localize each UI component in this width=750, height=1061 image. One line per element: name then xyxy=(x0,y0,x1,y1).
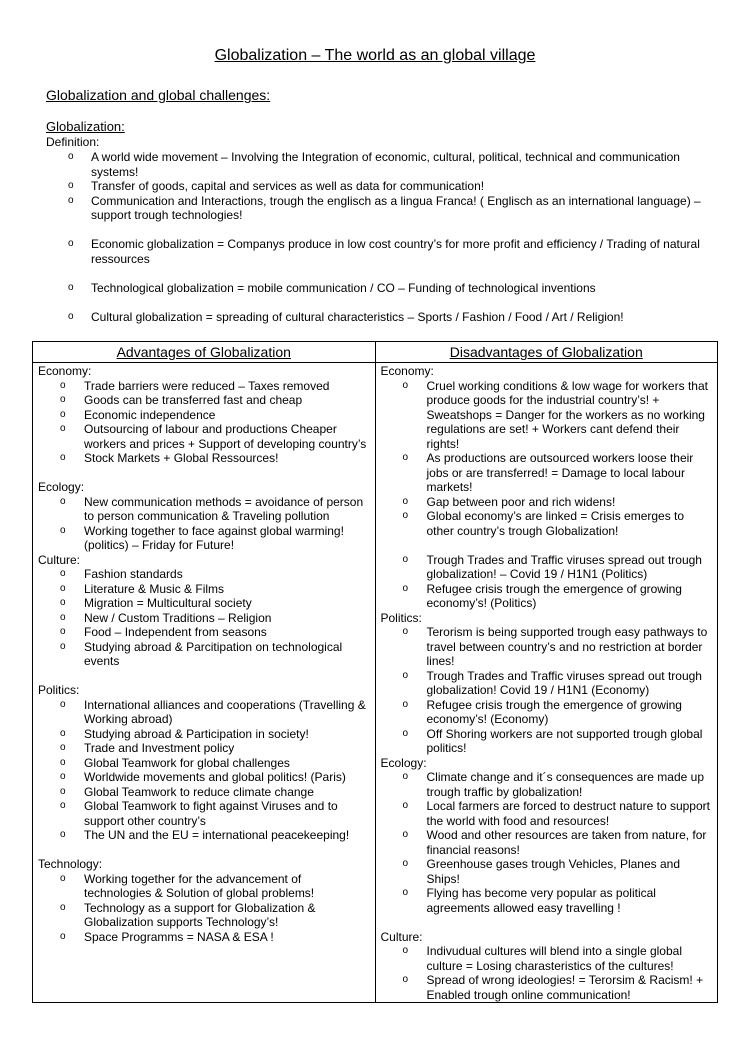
disadvantages-category-label: Economy: xyxy=(380,364,434,378)
bullet-icon: o xyxy=(60,742,66,753)
bullet-icon: o xyxy=(60,568,66,579)
advantages-category-list xyxy=(38,698,375,843)
list-item-text: Indivudual cultures will blend into a single global culture = Losing charasteristics of the cultures! xyxy=(426,944,682,973)
list-item-text: New / Custom Traditions – Religion xyxy=(84,610,272,625)
list-item-text: Greenhouse gases trough Vehicles, Planes and Ships! xyxy=(426,857,681,886)
list-item xyxy=(38,567,375,582)
disadvantages-category-list xyxy=(381,944,718,1002)
bullet-icon: o xyxy=(402,771,409,782)
list-item-text: Gap between poor and rich widens! xyxy=(426,494,616,509)
list-item-text: Economic independence xyxy=(84,407,216,422)
list-item xyxy=(38,799,375,828)
definition-item xyxy=(66,237,716,266)
list-item-text: Global economy’s are linked = Crisis emerges to other country’s trough Globalization! xyxy=(426,509,685,538)
list-item xyxy=(38,524,375,553)
advantages-category-list xyxy=(38,379,375,466)
list-item xyxy=(38,625,375,640)
disadvantages-column xyxy=(375,363,718,1003)
list-item-text: Local farmers are forced to destruct nature to support the world with food and resources! xyxy=(426,799,710,828)
bullet-icon: o xyxy=(402,858,409,869)
definition-item xyxy=(66,150,716,179)
list-item-text: Communication and Interactions, trough the englisch as a lingua Franca! ( Englisch as an international language) – support trough technologies! xyxy=(91,193,701,222)
disadvantages-header: Disadvantages of Globalization xyxy=(375,342,718,363)
bullet-icon: o xyxy=(402,829,409,840)
list-item-text: Spread of wrong ideologies! = Terorsim & Racism! + Enabled trough online communication! xyxy=(426,973,704,1002)
document-title: Globalization – The world as an global village xyxy=(214,47,536,64)
bullet-icon: o xyxy=(60,829,66,840)
bullet-icon: o xyxy=(60,872,66,884)
bullet-icon: o xyxy=(60,756,66,768)
list-item xyxy=(381,698,718,727)
bullet-icon: o xyxy=(68,180,74,191)
bullet-icon: o xyxy=(68,194,74,206)
bullet-icon: o xyxy=(60,626,66,637)
definition-label: Definition: xyxy=(46,135,100,149)
list-item xyxy=(381,669,718,698)
list-item xyxy=(381,828,718,857)
list-item xyxy=(381,727,718,756)
list-item-text: Terorism is being supported trough easy pathways to travel between country’s and no restriction at border lines! xyxy=(426,625,708,668)
bullet-icon: o xyxy=(402,945,409,956)
list-item-text: Trade barriers were reduced – Taxes removed xyxy=(84,378,330,393)
list-item xyxy=(38,828,375,843)
definition-item xyxy=(66,310,716,325)
bullet-icon: o xyxy=(402,727,409,739)
list-item-text: Food – Independent from seasons xyxy=(84,625,267,639)
definition-list xyxy=(66,150,716,324)
list-item-text: Stock Markets + Global Ressources! xyxy=(84,451,279,465)
bullet-icon: o xyxy=(68,310,74,322)
bullet-icon: o xyxy=(60,495,66,507)
list-item-text: Literature & Music & Films xyxy=(84,581,225,596)
list-item-text: A world wide movement – Involving the Integration of economic, cultural, political, technical and communication systems! xyxy=(91,150,680,179)
comparison-table xyxy=(32,341,718,1003)
list-item-text: Off Shoring workers are not supported trough global politics! xyxy=(426,726,703,755)
list-item-text: Trade and Investment policy xyxy=(84,741,235,755)
list-item xyxy=(38,582,375,597)
definition-item xyxy=(66,179,716,194)
list-item xyxy=(381,379,718,452)
bullet-icon: o xyxy=(402,495,409,507)
bullet-icon: o xyxy=(68,151,74,162)
bullet-icon: o xyxy=(402,553,409,565)
disadvantages-category-list xyxy=(381,770,718,915)
disadvantages-category-label: Culture: xyxy=(380,929,423,944)
list-item-text: New communication methods = avoidance of person to person communication & Traveling pollution xyxy=(84,494,364,523)
list-item-text: Studying abroad & Parcitipation on technological events xyxy=(84,639,343,668)
disadvantages-category-label: Ecology: xyxy=(380,755,427,770)
list-item xyxy=(381,451,718,495)
list-item-text: Outsourcing of labour and productions Cheaper workers and prices + Support of developing country’s xyxy=(84,422,367,451)
advantages-category-label: Economy: xyxy=(38,364,92,378)
advantages-category-list xyxy=(38,567,375,669)
bullet-icon: o xyxy=(60,524,66,536)
list-item-text: Flying has become very popular as political agreements allowed easy travelling ! xyxy=(426,886,656,915)
advantages-category-list xyxy=(38,872,375,945)
bullet-icon: o xyxy=(402,887,409,898)
bullet-icon: o xyxy=(68,281,74,293)
list-item xyxy=(38,741,375,756)
bullet-icon: o xyxy=(60,582,66,594)
list-item-text: Working together for the advancement of technologies & Solution of global problems! xyxy=(84,871,315,900)
bullet-icon: o xyxy=(402,698,409,710)
list-item-text: Worldwide movements and global politics! (Paris) xyxy=(84,770,346,784)
list-item xyxy=(38,495,375,524)
definition-item xyxy=(66,281,716,296)
bullet-icon: o xyxy=(60,785,66,797)
list-item xyxy=(38,408,375,423)
bullet-icon: o xyxy=(60,408,66,420)
list-item xyxy=(38,698,375,727)
list-item xyxy=(38,393,375,408)
list-item-text: As productions are outsourced workers loose their jobs or are transferred! = Damage to local labour markets! xyxy=(426,451,694,494)
disadvantages-category-label: Politics: xyxy=(380,610,422,625)
list-item-text: Wood and other resources are taken from nature, for financial reasons! xyxy=(426,828,707,857)
list-item xyxy=(381,553,718,582)
bullet-icon: o xyxy=(402,510,409,521)
list-item-text: Trough Trades and Traffic viruses spread out trough globalization! Covid 19 / H1N1 (Economy) xyxy=(426,668,702,697)
bullet-icon: o xyxy=(402,452,409,463)
list-item-text: International alliances and cooperations (Travelling & Working abroad) xyxy=(84,697,366,726)
list-item-text: Working together to face against global warming! (politics) – Friday for Future! xyxy=(84,523,344,552)
list-item xyxy=(381,973,718,1002)
bullet-icon: o xyxy=(60,771,66,782)
list-item xyxy=(38,451,375,466)
list-item-text: Transfer of goods, capital and services as well as data for communication! xyxy=(91,179,485,193)
list-item-text: Economic globalization = Companys produce in low cost country’s for more profit and efficiency / Trading of natural ressources xyxy=(91,237,700,266)
list-item xyxy=(38,379,375,394)
list-item-text: Refugee crisis trough the emergence of growing economy’s! (Politics) xyxy=(426,581,682,610)
bullet-icon: o xyxy=(60,698,66,710)
list-item xyxy=(38,930,375,945)
section-heading: Globalization and global challenges: xyxy=(46,87,271,103)
list-item xyxy=(381,799,718,828)
list-item-text: Global Teamwork to fight against Viruses and to support other country’s xyxy=(84,799,338,828)
list-item xyxy=(38,611,375,626)
bullet-icon: o xyxy=(402,379,409,391)
bullet-icon: o xyxy=(402,669,409,681)
bullet-icon: o xyxy=(68,238,74,249)
list-item-text: Goods can be transferred fast and cheap xyxy=(84,393,303,407)
list-item xyxy=(381,582,718,611)
bullet-icon: o xyxy=(60,379,66,391)
bullet-icon: o xyxy=(402,800,409,811)
list-item-text: Climate change and it´s consequences are made up trough traffic by globalization! xyxy=(426,770,704,799)
list-item xyxy=(38,756,375,771)
list-item xyxy=(381,770,718,799)
list-item xyxy=(381,509,718,538)
list-item xyxy=(38,640,375,669)
bullet-icon: o xyxy=(60,597,66,608)
list-item xyxy=(38,872,375,901)
bullet-icon: o xyxy=(60,930,66,942)
bullet-icon: o xyxy=(402,974,409,985)
list-item-text: Trough Trades and Traffic viruses spread out trough globalization! – Covid 19 / H1N1 (Politics) xyxy=(426,552,702,581)
list-item-text: Studying abroad & Participation in society! xyxy=(84,726,309,741)
list-item-text: Space Programms = NASA & ESA ! xyxy=(84,929,274,944)
bullet-icon: o xyxy=(402,626,409,637)
bullet-icon: o xyxy=(60,394,66,405)
list-item-text: Technological globalization = mobile communication / CO – Funding of technological inventions xyxy=(91,280,596,295)
bullet-icon: o xyxy=(60,901,66,913)
advantages-header: Advantages of Globalization xyxy=(33,342,376,363)
advantages-column xyxy=(33,363,376,1003)
list-item xyxy=(381,857,718,886)
list-item-text: Fashion standards xyxy=(84,567,183,581)
list-item-text: Cultural globalization = spreading of cultural characteristics – Sports / Fashion / Food / Art / Religion! xyxy=(91,309,624,324)
list-item xyxy=(38,727,375,742)
list-item xyxy=(38,785,375,800)
advantages-category-label: Politics: xyxy=(38,683,80,697)
bullet-icon: o xyxy=(402,582,409,594)
list-item xyxy=(38,770,375,785)
list-item-text: Global Teamwork for global challenges xyxy=(84,755,290,770)
list-item-text: Technology as a support for Globalization & Globalization supports Technology’s! xyxy=(84,900,316,929)
globalization-subheading: Globalization: xyxy=(46,119,125,134)
bullet-icon: o xyxy=(60,611,66,623)
list-item-text: Migration = Multicultural society xyxy=(84,596,252,610)
disadvantages-category-list xyxy=(381,379,718,611)
list-item xyxy=(381,495,718,510)
list-item-text: Refugee crisis trough the emergence of growing economy’s! (Economy) xyxy=(426,697,682,726)
list-item xyxy=(38,901,375,930)
list-item xyxy=(381,944,718,973)
bullet-icon: o xyxy=(60,800,66,811)
advantages-category-list xyxy=(38,495,375,553)
advantages-category-label: Ecology: xyxy=(38,480,85,494)
list-item-text: Global Teamwork to reduce climate change xyxy=(84,784,314,799)
bullet-icon: o xyxy=(60,423,66,434)
list-item xyxy=(381,886,718,915)
list-item xyxy=(38,422,375,451)
list-item xyxy=(38,596,375,611)
bullet-icon: o xyxy=(60,727,66,739)
list-item-text: Cruel working conditions & low wage for workers that produce goods for the industrial country’s! + Sweatshops = Danger for the workers as no working regulations are set! + Workers cant defend their rights! xyxy=(426,378,708,451)
definition-item xyxy=(66,194,716,223)
list-item xyxy=(381,625,718,669)
disadvantages-category-list xyxy=(381,625,718,756)
bullet-icon: o xyxy=(60,452,66,463)
list-item-text: The UN and the EU = international peacekeeping! xyxy=(84,828,350,842)
bullet-icon: o xyxy=(60,640,66,652)
advantages-category-label: Culture: xyxy=(38,552,81,567)
advantages-category-label: Technology: xyxy=(38,857,103,871)
